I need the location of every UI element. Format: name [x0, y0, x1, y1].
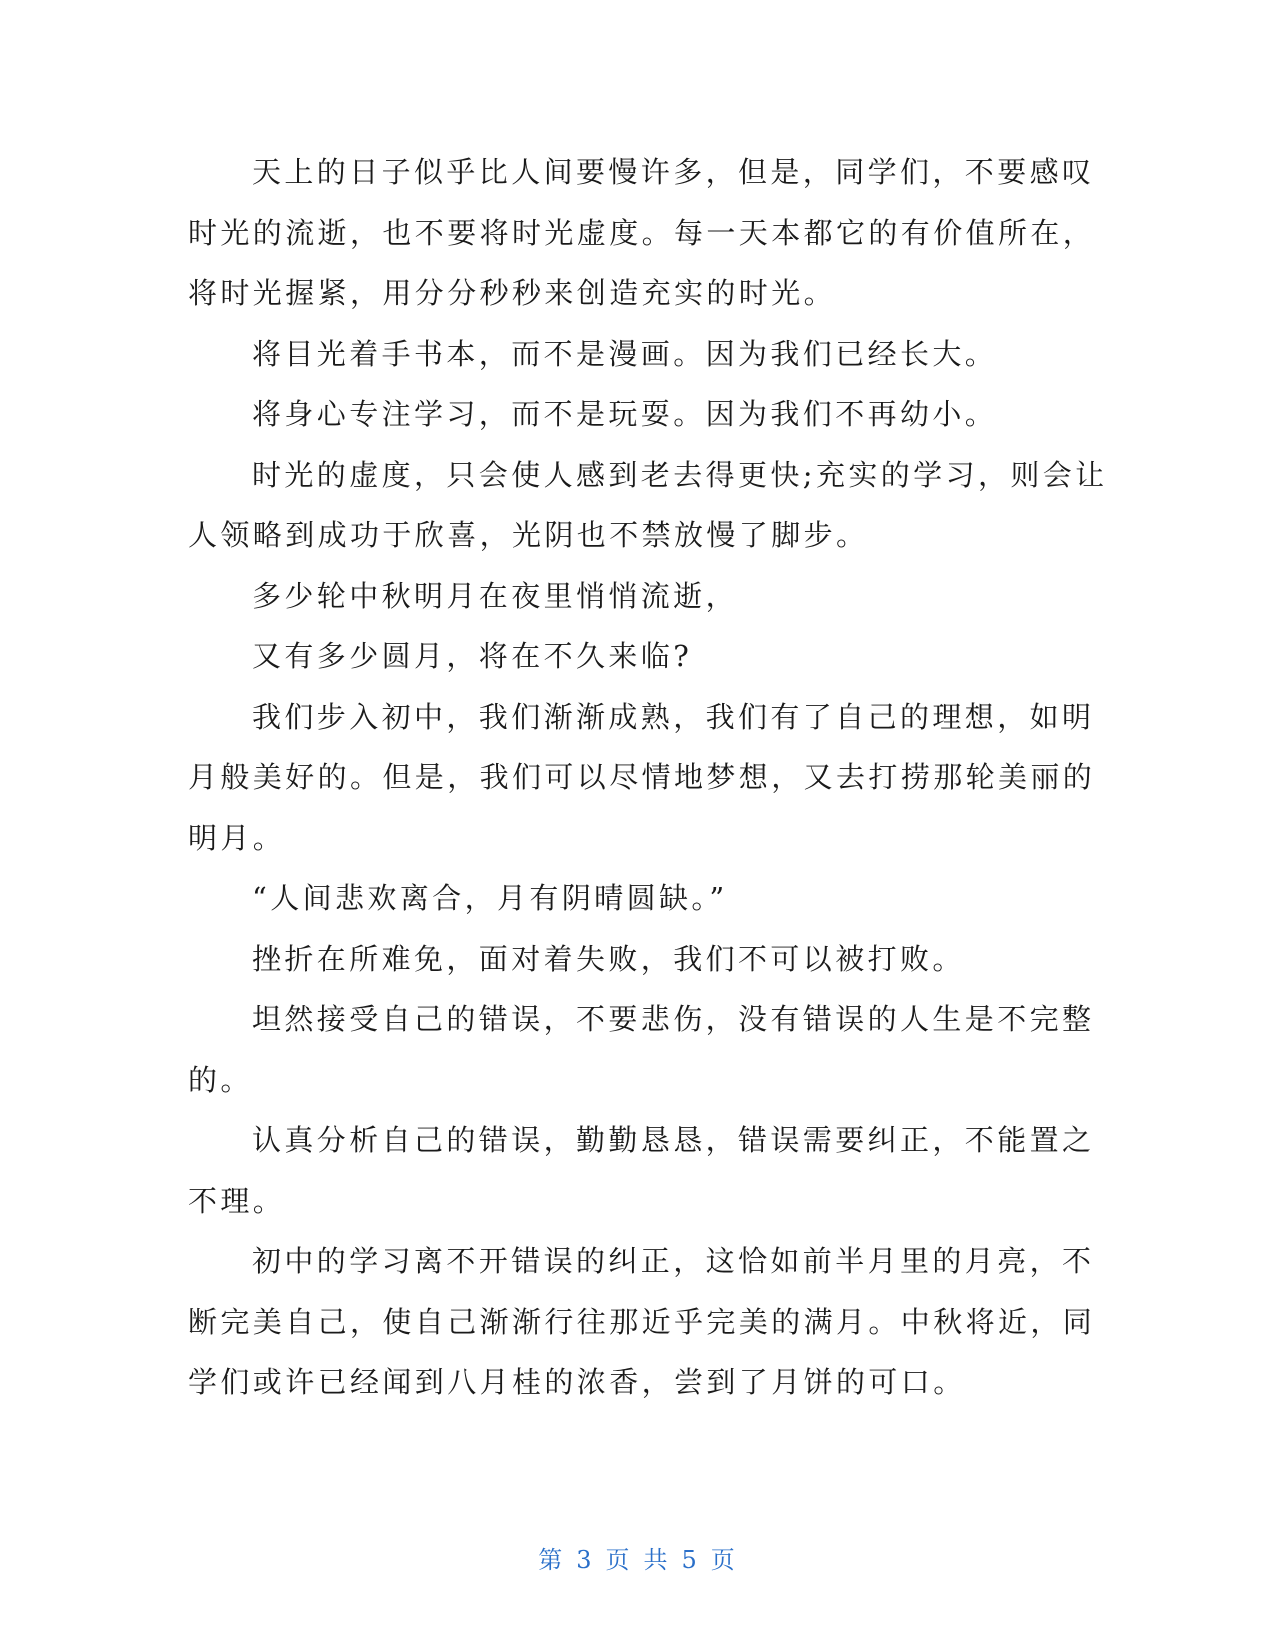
paragraph-line: 坦然接受自己的错误，不要悲伤，没有错误的人生是不完整	[252, 1002, 1095, 1036]
paragraph	[188, 626, 1088, 687]
paragraph-line: 时光的流逝，也不要将时光虚度。每一天本都它的有价值所在，	[188, 215, 1096, 250]
paragraph-line: 又有多少圆月，将在不久来临?	[252, 639, 693, 673]
paragraph	[188, 1231, 1096, 1413]
paragraph	[188, 989, 1095, 1110]
paragraph-line: 不理。	[188, 1183, 286, 1218]
paragraph	[188, 384, 1088, 445]
paragraph-line: 多少轮中秋明月在夜里悄悄流逝，	[252, 578, 739, 613]
paragraph	[188, 929, 1088, 990]
paragraph-line: 学们或许已经闻到八月桂的浓香，尝到了月饼的可口。	[188, 1365, 966, 1399]
footer-total-label: 共	[643, 1546, 670, 1574]
paragraph-line: 将目光着手书本，而不是漫画。因为我们已经长大。	[252, 336, 998, 371]
paragraph-line: 月般美好的。但是，我们可以尽情地梦想，又去打捞那轮美丽的	[188, 760, 1096, 794]
paragraph	[188, 868, 1088, 929]
paragraph-line: 将身心专注学习，而不是玩耍。因为我们不再幼小。	[252, 397, 998, 431]
paragraph-line: 断完美自己，使自己渐渐行往那近乎完美的满月。中秋将近，同	[188, 1304, 1096, 1339]
paragraph	[188, 566, 1088, 627]
page-footer	[0, 1540, 1275, 1575]
footer-page-unit: 页	[605, 1546, 632, 1574]
paragraph-line: 我们步入初中，我们渐渐成熟，我们有了自己的理想，如明	[252, 699, 1095, 734]
paragraph-line: 将时光握紧，用分分秒秒来创造充实的时光。	[188, 276, 837, 310]
paragraph-line: 天上的日子似乎比人间要慢许多，但是，同学们，不要感叹	[252, 155, 1095, 189]
paragraph	[188, 324, 1088, 385]
paragraph	[188, 445, 1108, 566]
paragraph	[188, 687, 1096, 869]
paragraph-line: 的。	[188, 1062, 253, 1097]
footer-page-label: 第	[538, 1546, 565, 1574]
paragraph-line: 时光的虚度，只会使人感到老去得更快;充实的学习，则会让	[252, 457, 1108, 492]
paragraph-line: 挫折在所难免，面对着失败，我们不可以被打败。	[252, 941, 965, 976]
footer-total-pages: 5	[681, 1546, 699, 1574]
footer-current-page: 3	[576, 1546, 594, 1574]
paragraph	[188, 1110, 1095, 1231]
paragraph-line: 明月。	[188, 820, 286, 855]
footer-total-unit: 页	[710, 1546, 737, 1574]
document-body	[188, 142, 1108, 1413]
paragraph-line: “人间悲欢离合，月有阴晴圆缺。”	[252, 881, 728, 915]
paragraph-line: 初中的学习离不开错误的纠正，这恰如前半月里的月亮，不	[252, 1244, 1095, 1278]
paragraph-line: 认真分析自己的错误，勤勤恳恳，错误需要纠正，不能置之	[252, 1123, 1095, 1157]
paragraph	[188, 142, 1096, 324]
paragraph-line: 人领略到成功于欣喜，光阴也不禁放慢了脚步。	[188, 518, 869, 552]
